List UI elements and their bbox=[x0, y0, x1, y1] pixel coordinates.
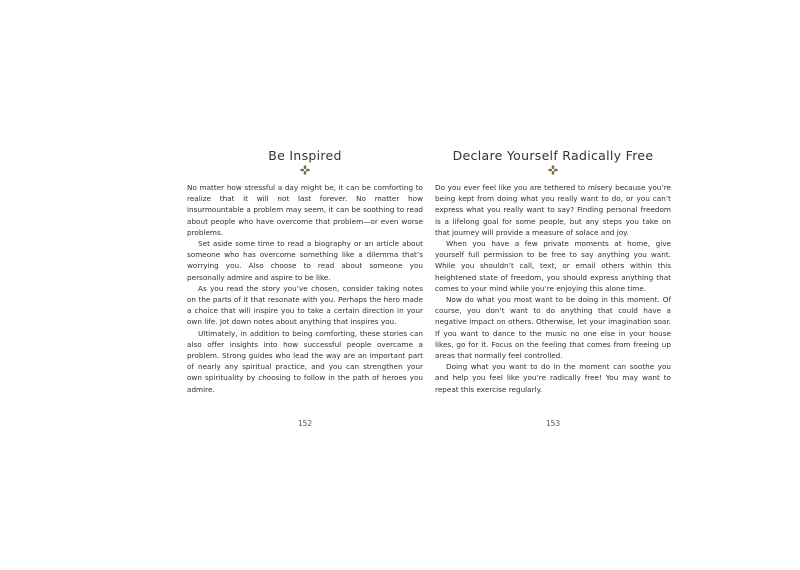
paragraph: Do you ever feel like you are tethered to misery because you’re being kept from doing what you really want to do, or you can’t express what you really want to say? Finding personal freedom is a lifelong goal for some people, but any steps you take on that journey will provide a measure of solace and joy. bbox=[435, 183, 671, 237]
body-text bbox=[435, 182, 671, 395]
flower-ornament-icon bbox=[548, 165, 558, 175]
paragraph: Doing what you want to do in the moment can soothe you and help you feel like you’re radically free! You may want to repeat this exercise regularly. bbox=[435, 362, 671, 394]
page-number: 152 bbox=[297, 419, 313, 428]
page-title: Be Inspired bbox=[268, 148, 342, 163]
flower-ornament-icon bbox=[300, 165, 310, 175]
paragraph: Now do what you most want to be doing in this moment. Of course, you don’t want to do anything that could have a negative impact on others. Otherwise, let your imagination soar. If you want to dance to the music no one else in your house likes, go for it. Focus on the feeling that comes from freeing up areas that normally feel controlled. bbox=[435, 295, 671, 361]
body-text bbox=[187, 182, 423, 395]
page-number: 153 bbox=[545, 419, 561, 428]
page-title: Declare Yourself Radically Free bbox=[452, 148, 654, 163]
paragraph: No matter how stressful a day might be, it can be comforting to realize that it will not last forever. No matter how insurmountable a problem may seem, it can be soothing to read about people who have overcome that problem—or even worse problems. bbox=[187, 183, 423, 237]
paragraph: Ultimately, in addition to being comforting, these stories can also offer insights into how successful people overcame a problem. Strong guides who lead the way are an important part of nearly any spiritual practice, and you can strengthen your own spirituality by choosing to follow in the path of heroes you admire. bbox=[187, 328, 423, 394]
paragraph: As you read the story you’ve chosen, consider taking notes on the parts of it that resonate with you. Perhaps the hero made a choice that will inspire you to take a certain direction in your own life. Jot down notes about anything that inspires you. bbox=[187, 283, 423, 327]
paragraph: Set aside some time to read a biography or an article about someone who has overcome something like a dilemma that’s worrying you. Also choose to read about someone you personally admire and aspire to be like. bbox=[187, 239, 423, 282]
paragraph: When you have a few private moments at home, give yourself full permission to be free to say anything you want. While you shouldn’t call, text, or email others within this heightened state of freedom, you should express anything that comes to your mind while you’re enjoying this alone time. bbox=[435, 239, 671, 293]
